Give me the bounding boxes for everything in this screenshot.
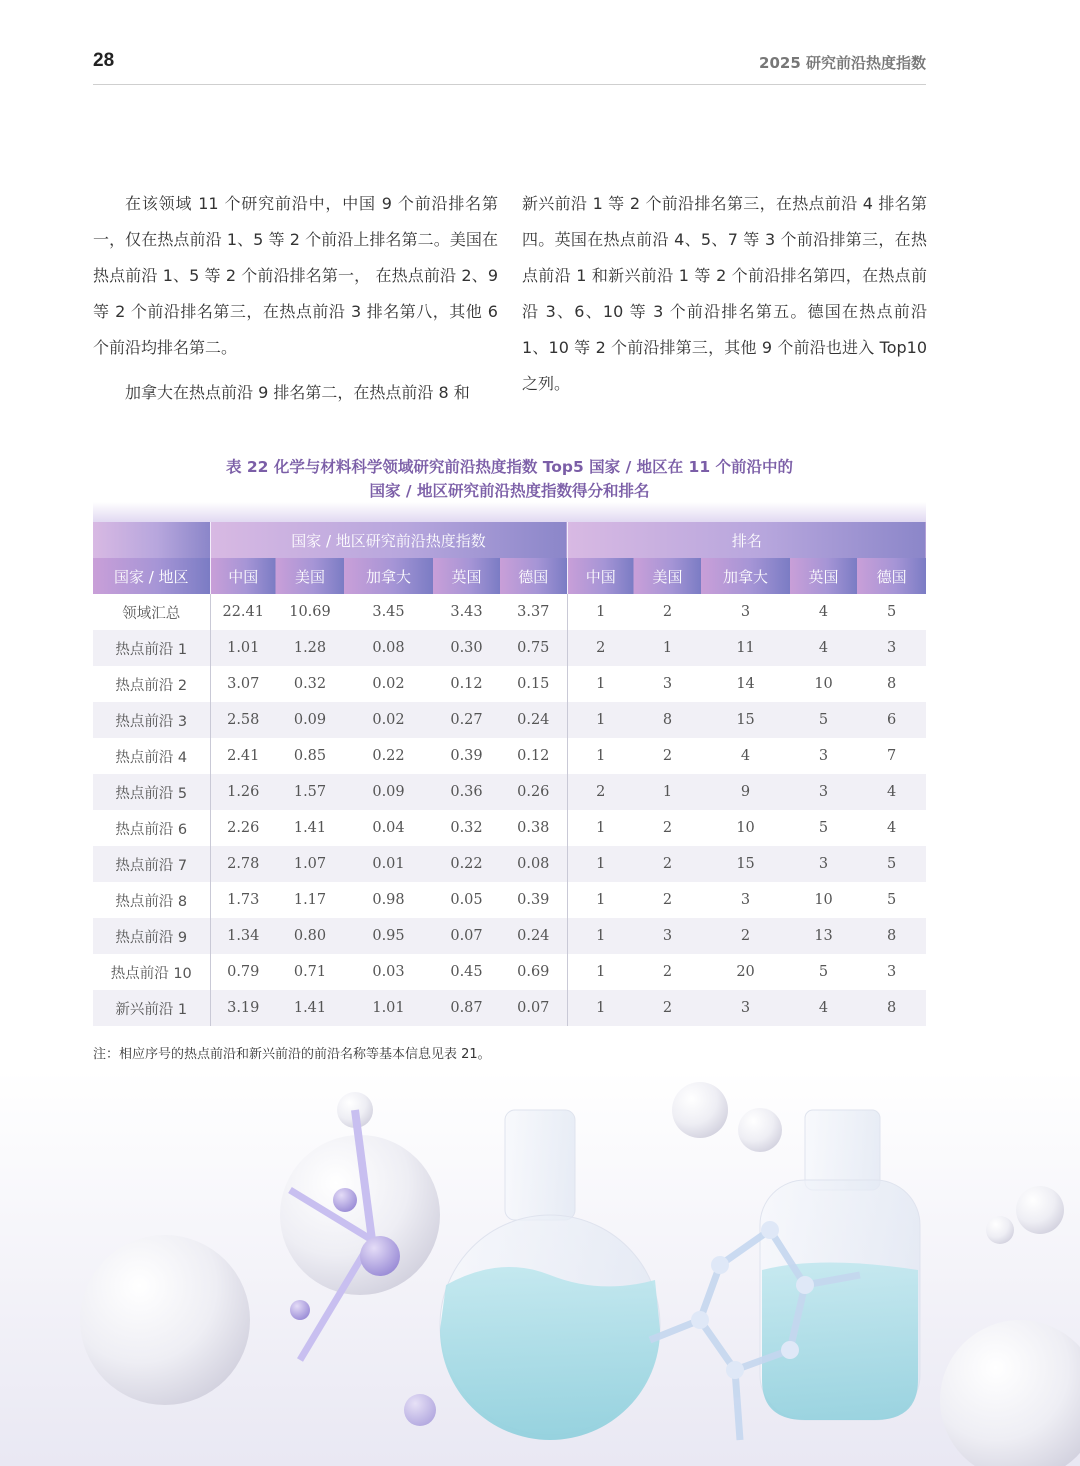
table-cell-rank: 5 — [818, 820, 829, 836]
body-column-right — [522, 186, 927, 411]
running-title: 2025 研究前沿热度指数 — [759, 54, 926, 72]
table-header-blank — [93, 522, 210, 558]
table-cell-rank: 2 — [662, 892, 673, 908]
table-group-header-ranks: 排名 — [567, 522, 926, 558]
table-column-header-row — [93, 558, 926, 594]
table-cell-rank: 4 — [857, 774, 926, 810]
table-group-header-scores: 国家 / 地区研究前沿热度指数 — [210, 522, 567, 558]
table-row — [93, 990, 926, 1026]
table-cell-rank: 5 — [818, 964, 829, 980]
table-header-country: 德国 — [857, 558, 926, 594]
table-cell-rank: 8 — [886, 676, 897, 692]
table-cell-score: 0.24 — [500, 702, 567, 738]
table-row — [93, 594, 926, 630]
table-cell-score: 0.09 — [276, 702, 344, 738]
table-cell-score: 0.69 — [500, 954, 567, 990]
table-cell-rank: 1 — [634, 630, 701, 666]
table-cell-score: 0.04 — [372, 820, 405, 836]
table-cell-rank: 4 — [886, 820, 897, 836]
table-cell-score: 3.37 — [500, 594, 567, 630]
table-cell-rank: 5 — [886, 604, 897, 620]
table-cell-score: 0.85 — [293, 748, 327, 764]
table-row-label: 热点前沿 2 — [93, 666, 210, 702]
table-cell-score: 0.05 — [450, 892, 483, 908]
table-cell-score: 1.41 — [293, 820, 327, 836]
table-row — [93, 918, 926, 954]
table-cell-score: 0.12 — [500, 738, 567, 774]
table-cell-rank: 8 — [634, 702, 701, 738]
table-cell-score: 0.24 — [500, 918, 567, 954]
table-row-label: 热点前沿 3 — [93, 702, 210, 738]
table-cell-score: 1.57 — [276, 774, 344, 810]
table-cell-rank: 2 — [567, 630, 634, 666]
table-cell-rank: 1 — [567, 918, 634, 954]
table-cell-score: 0.71 — [293, 964, 327, 980]
table-cell-rank: 3 — [701, 990, 790, 1026]
table-caption-line: 国家 / 地区研究前沿热度指数得分和排名 — [369, 482, 650, 500]
table-cell-score: 2.78 — [210, 846, 276, 882]
table-cell-score: 3.19 — [210, 990, 276, 1026]
table-row — [93, 702, 926, 738]
table-row — [93, 666, 926, 702]
table-cell-score: 0.22 — [433, 846, 500, 882]
table-cell-rank: 3 — [634, 918, 701, 954]
table-cell-rank: 1 — [596, 892, 606, 908]
table-caption — [93, 455, 926, 503]
table-cell-rank: 10 — [814, 892, 833, 908]
table-row — [93, 846, 926, 882]
table-cell-rank: 6 — [857, 702, 926, 738]
table-cell-rank: 3 — [740, 892, 751, 908]
table-cell-rank: 8 — [857, 990, 926, 1026]
table-cell-rank: 15 — [701, 846, 790, 882]
table-cell-rank: 3 — [790, 774, 857, 810]
table-cell-score: 0.08 — [344, 630, 433, 666]
table-cell-rank: 5 — [857, 846, 926, 882]
table-cell-rank: 15 — [701, 702, 790, 738]
paragraph: 在该领域 11 个研究前沿中，中国 9 个前沿排名第一，仅在热点前沿 1、5 等 2 个前沿上排名第二。美国在热点前沿 1、5 等 2 个前沿排名第一， 在热点前沿 2、9 等 2 个前沿排名第三，在热点前沿 3 排名第八，其他 6 个前沿均排名第二。 — [93, 194, 498, 357]
table-cell-rank: 1 — [596, 820, 606, 836]
table-cell-score: 0.07 — [500, 990, 567, 1026]
table-cell-score: 1.26 — [210, 774, 276, 810]
table-cell-rank: 2 — [634, 846, 701, 882]
paragraph: 新兴前沿 1 等 2 个前沿排名第三，在热点前沿 4 排名第四。英国在热点前沿 4、5、7 等 3 个前沿排第三，在热点前沿 1 和新兴前沿 1 等 2 个前沿排名第四，在热点前沿 3、6、10 等 3 个前沿排名第五。德国在热点前沿 1、10 等 2 个前沿排第三，其他 9 个前沿也进入 Top10 之列。 — [522, 194, 927, 393]
table-cell-rank: 11 — [701, 630, 790, 666]
table-row — [93, 774, 926, 810]
table-row — [93, 738, 926, 774]
table-cell-rank: 13 — [790, 918, 857, 954]
table-cell-score: 0.98 — [372, 892, 405, 908]
table-cell-rank: 4 — [740, 748, 751, 764]
table-cell-score: 0.22 — [372, 748, 405, 764]
table-group-header-row — [93, 522, 926, 558]
table-cell-score: 1.17 — [293, 892, 327, 908]
table-cell-score: 10.69 — [289, 604, 331, 620]
table-cell-rank: 3 — [857, 630, 926, 666]
table-cell-rank: 1 — [567, 846, 634, 882]
table-row — [93, 882, 926, 918]
table-cell-score: 0.45 — [450, 964, 483, 980]
table-cell-rank: 3 — [818, 748, 829, 764]
table-header-country: 英国 — [790, 558, 857, 594]
table-cell-score: 0.26 — [500, 774, 567, 810]
table-cell-rank: 1 — [567, 702, 634, 738]
table-cell-rank: 1 — [596, 604, 606, 620]
table-cell-score: 1.34 — [210, 918, 276, 954]
table-header-country: 加拿大 — [344, 558, 433, 594]
table-top-bar — [93, 502, 926, 522]
table-cell-score: 0.07 — [433, 918, 500, 954]
table-header-country: 英国 — [433, 558, 500, 594]
table-cell-score: 2.26 — [227, 820, 260, 836]
table-cell-score: 3.07 — [227, 676, 260, 692]
table-cell-rank: 2 — [634, 990, 701, 1026]
table-row-label: 热点前沿 10 — [93, 954, 210, 990]
table-cell-score: 0.39 — [500, 882, 567, 918]
table-header-country: 中国 — [567, 558, 634, 594]
header-rule — [93, 84, 926, 85]
table-cell-rank: 2 — [662, 604, 673, 620]
table-cell-score: 0.01 — [344, 846, 433, 882]
body-column-left — [93, 186, 498, 420]
lab-glassware-illustration — [0, 1070, 1080, 1466]
table-cell-rank: 5 — [790, 702, 857, 738]
table-cell-score: 0.03 — [372, 964, 405, 980]
table-cell-rank: 20 — [736, 964, 755, 980]
table-cell-rank: 3 — [662, 676, 673, 692]
table-cell-score: 0.02 — [344, 702, 433, 738]
table-cell-rank: 4 — [818, 604, 829, 620]
table-cell-score: 0.09 — [344, 774, 433, 810]
table-cell-rank: 3 — [790, 846, 857, 882]
table-cell-rank: 4 — [790, 990, 857, 1026]
table-cell-rank: 8 — [857, 918, 926, 954]
table-cell-rank: 1 — [634, 774, 701, 810]
table-header-country: 加拿大 — [701, 558, 790, 594]
table-row-label: 热点前沿 5 — [93, 774, 210, 810]
table-cell-score: 0.32 — [450, 820, 483, 836]
table-cell-score: 0.38 — [500, 810, 567, 846]
table-cell-score: 0.27 — [433, 702, 500, 738]
table-row — [93, 630, 926, 666]
table-cell-score: 0.87 — [433, 990, 500, 1026]
table-cell-rank: 9 — [701, 774, 790, 810]
table-cell-score: 0.32 — [293, 676, 327, 692]
table-cell-score: 22.41 — [222, 604, 264, 620]
table-row-label: 热点前沿 4 — [93, 738, 210, 774]
table-cell-rank: 3 — [886, 964, 897, 980]
table-cell-score: 1.07 — [276, 846, 344, 882]
table-note: 注：相应序号的热点前沿和新兴前沿的前沿名称等基本信息见表 21。 — [93, 1047, 491, 1062]
table-cell-rank: 2 — [662, 964, 673, 980]
table-cell-rank: 10 — [814, 676, 833, 692]
table-cell-rank: 1 — [596, 676, 606, 692]
table-cell-score: 3.45 — [372, 604, 405, 620]
table-header-country: 美国 — [634, 558, 701, 594]
table-row-label: 热点前沿 6 — [93, 810, 210, 846]
table-row-label: 领域汇总 — [93, 594, 210, 630]
table-header-region: 国家 / 地区 — [93, 558, 210, 594]
page-number: 28 — [93, 50, 115, 71]
table-cell-rank: 2 — [567, 774, 634, 810]
table-cell-rank: 2 — [662, 748, 673, 764]
table-cell-score: 2.41 — [227, 748, 260, 764]
table-cell-rank: 5 — [886, 892, 897, 908]
table-row-label: 热点前沿 9 — [93, 918, 210, 954]
table-cell-score: 0.80 — [276, 918, 344, 954]
table-cell-score: 0.12 — [450, 676, 483, 692]
table-cell-rank: 1 — [596, 748, 606, 764]
table-cell-rank: 14 — [736, 676, 755, 692]
table-cell-score: 0.15 — [500, 666, 567, 702]
table-cell-score: 1.28 — [276, 630, 344, 666]
table-cell-score: 0.08 — [500, 846, 567, 882]
table-cell-score: 1.01 — [210, 630, 276, 666]
table-cell-score: 0.95 — [344, 918, 433, 954]
table-cell-score: 1.73 — [227, 892, 260, 908]
table-row-label: 新兴前沿 1 — [93, 990, 210, 1026]
table-cell-rank: 2 — [701, 918, 790, 954]
table-cell-rank: 1 — [567, 990, 634, 1026]
table-row-label: 热点前沿 1 — [93, 630, 210, 666]
table-cell-rank: 2 — [662, 820, 673, 836]
table-cell-score: 0.39 — [450, 748, 483, 764]
table-cell-rank: 3 — [740, 604, 751, 620]
table-row-label: 热点前沿 8 — [93, 882, 210, 918]
table-cell-score: 1.41 — [276, 990, 344, 1026]
table-cell-rank: 4 — [790, 630, 857, 666]
table-header-country: 美国 — [276, 558, 344, 594]
table-cell-score: 0.36 — [433, 774, 500, 810]
table-header-country: 中国 — [210, 558, 276, 594]
table-cell-rank: 7 — [886, 748, 897, 764]
table-body — [93, 594, 926, 1026]
table-cell-score: 3.43 — [450, 604, 483, 620]
table-cell-score: 0.30 — [433, 630, 500, 666]
table-cell-score: 1.01 — [344, 990, 433, 1026]
table-row — [93, 810, 926, 846]
data-table — [93, 522, 926, 1026]
table-cell-rank: 10 — [736, 820, 755, 836]
table-row — [93, 954, 926, 990]
table-row-label: 热点前沿 7 — [93, 846, 210, 882]
table-cell-rank: 1 — [596, 964, 606, 980]
table-cell-score: 0.75 — [500, 630, 567, 666]
table-cell-score: 2.58 — [210, 702, 276, 738]
table-cell-score: 0.79 — [227, 964, 260, 980]
table-caption-line: 表 22 化学与材料科学领域研究前沿热度指数 Top5 国家 / 地区在 11 个前沿中的 — [225, 458, 794, 476]
paragraph: 加拿大在热点前沿 9 排名第二，在热点前沿 8 和 — [125, 383, 470, 402]
table-header-country: 德国 — [500, 558, 567, 594]
table-cell-score: 0.02 — [372, 676, 405, 692]
